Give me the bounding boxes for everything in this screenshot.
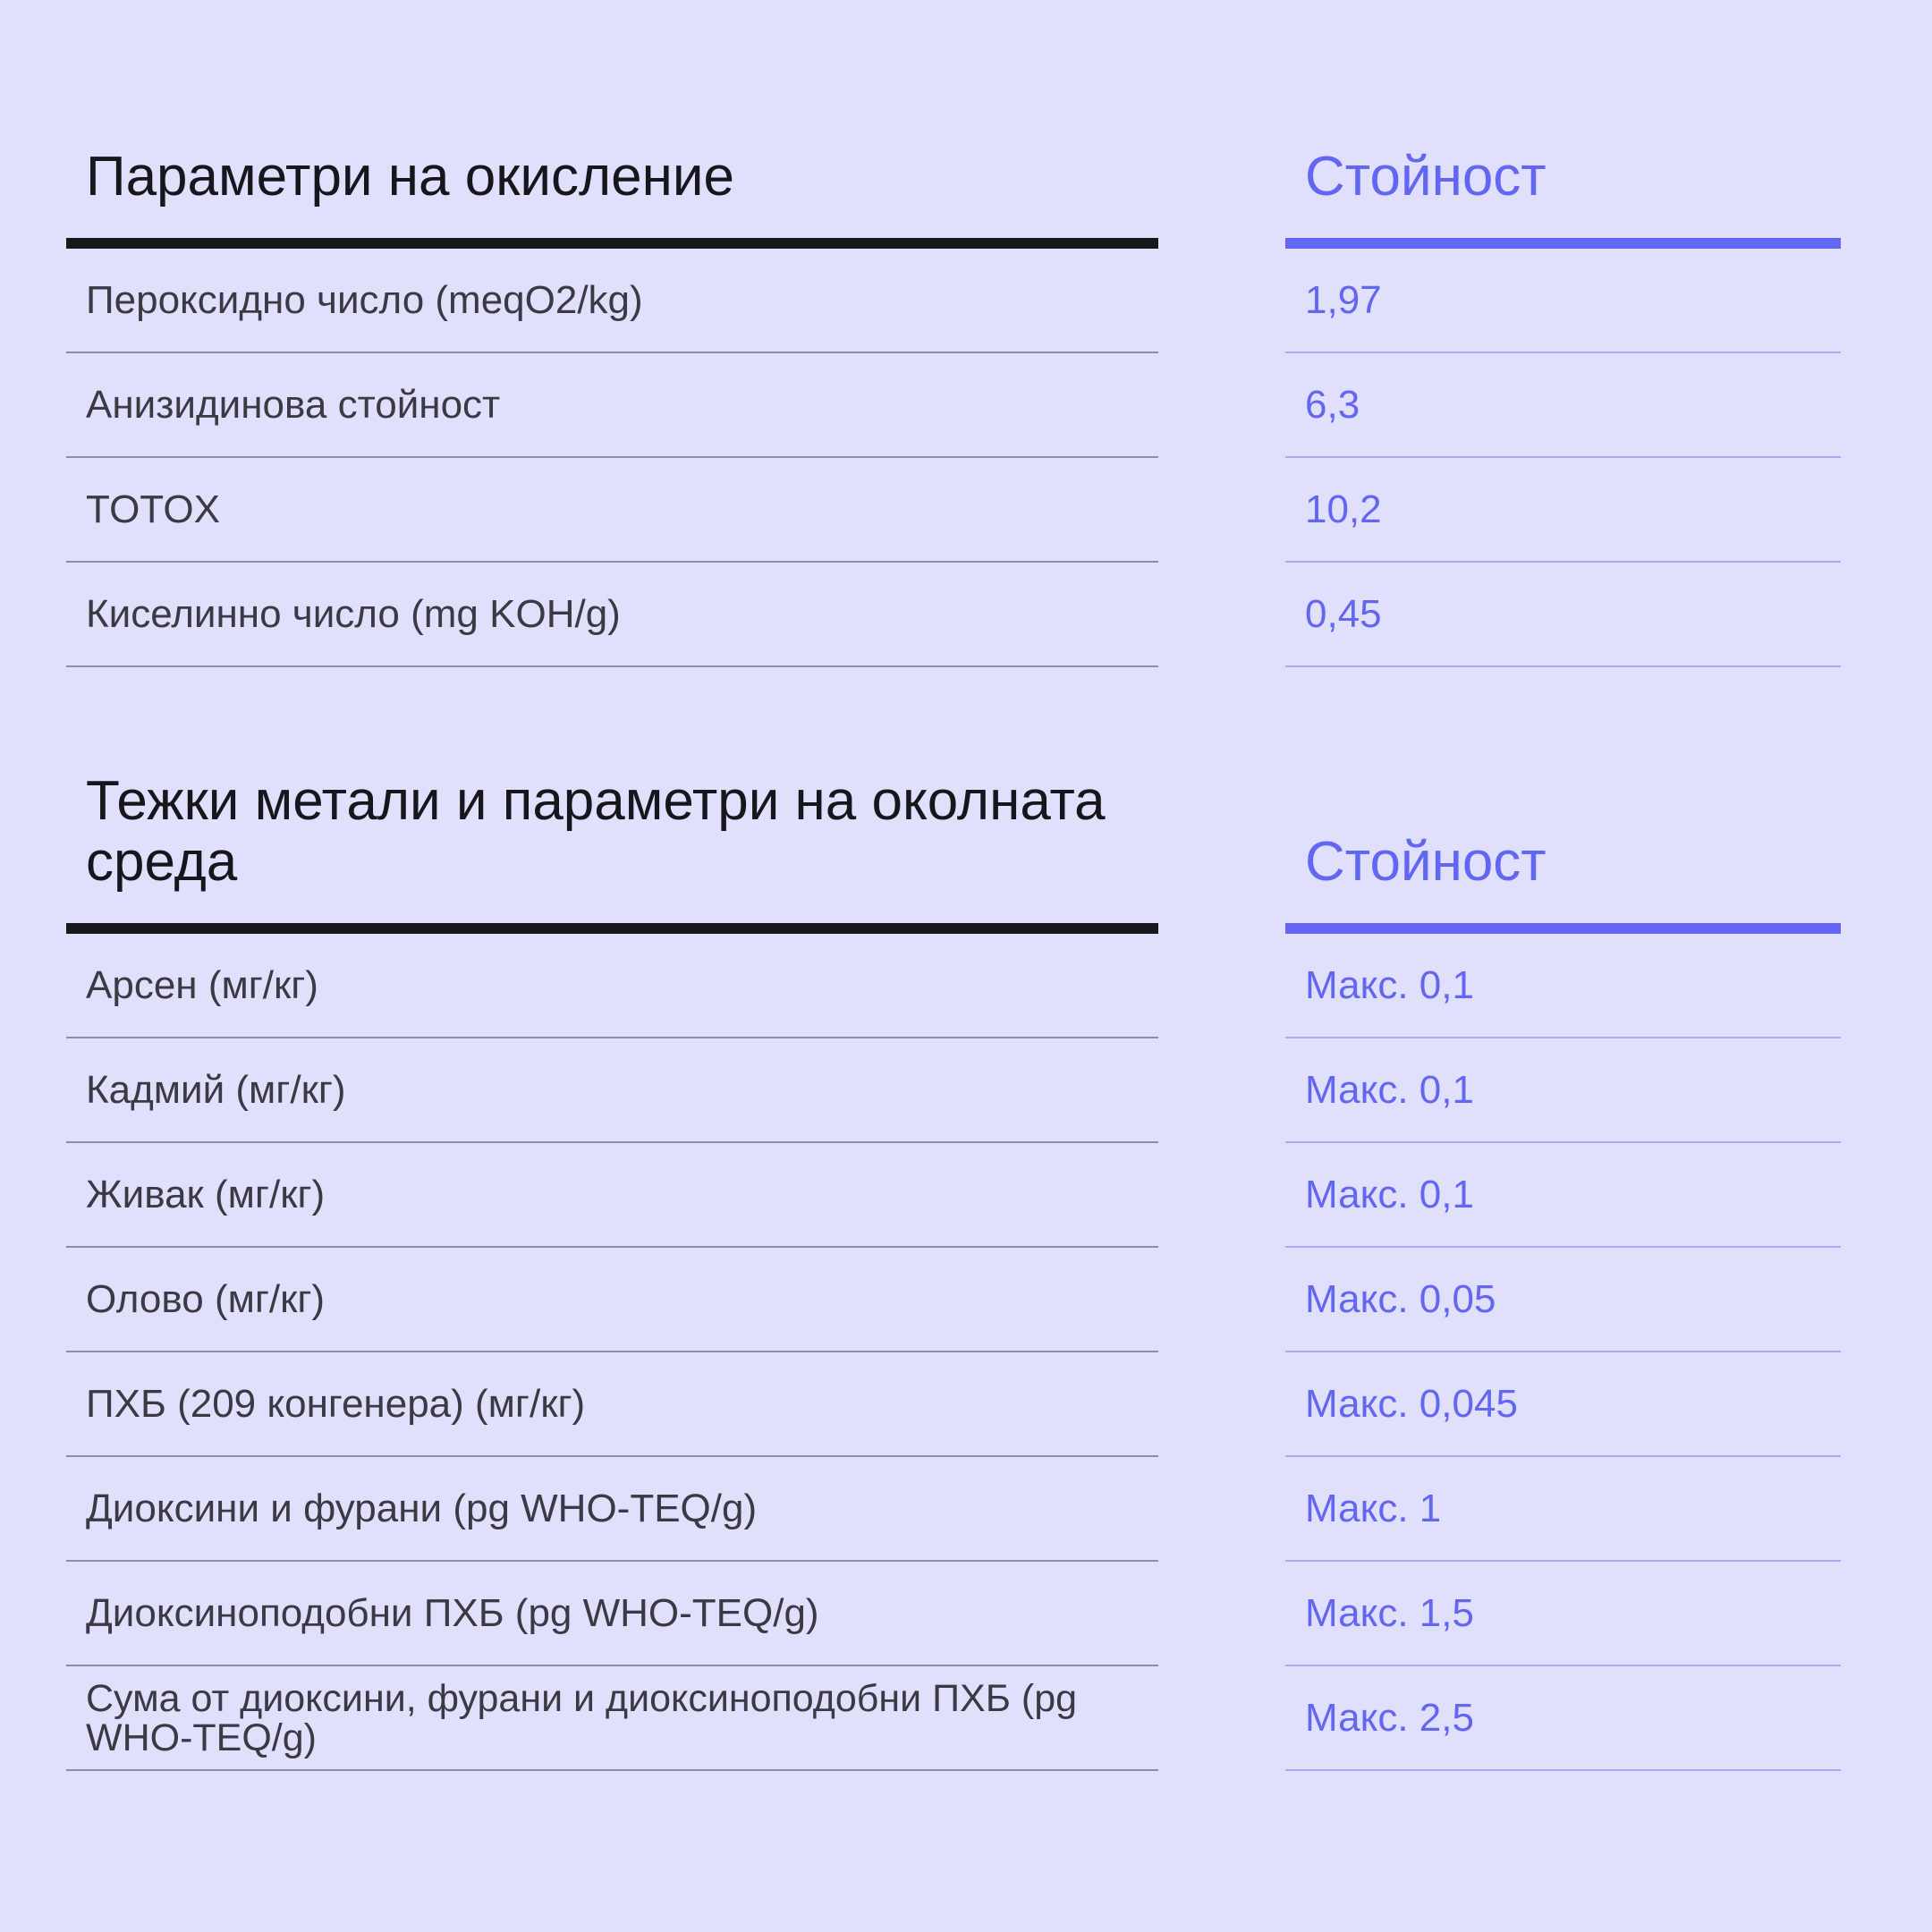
section-title-text: Тежки метали и параметри на околната среда xyxy=(86,770,1106,893)
parameter-value: Макс. 1 xyxy=(1305,1486,1442,1530)
parameter-label: Живак (мг/кг) xyxy=(86,1172,326,1216)
parameter-label: Кадмий (мг/кг) xyxy=(86,1067,346,1112)
value-header xyxy=(1285,131,1841,238)
value-header-text: Стойност xyxy=(1305,146,1546,208)
parameter-value: Макс. 0,045 xyxy=(1305,1381,1518,1426)
value-cell xyxy=(1285,1457,1841,1562)
parameter-value: Макс. 0,05 xyxy=(1305,1276,1496,1321)
parameter-label: TOTOX xyxy=(86,487,220,531)
header-divider xyxy=(1285,923,1841,934)
header-divider xyxy=(1285,238,1841,249)
section-title xyxy=(66,131,1158,238)
section-title-text: Параметри на окисление xyxy=(86,146,734,208)
value-column xyxy=(1285,816,1841,1771)
parameter-cell xyxy=(66,353,1158,458)
parameter-cell xyxy=(66,1457,1158,1562)
header-divider xyxy=(66,238,1158,249)
value-cell xyxy=(1285,353,1841,458)
parameter-label: Сума от диоксини, фурани и диоксиноподобни ПХБ (pg WHO-TEQ/g) xyxy=(86,1676,1078,1759)
value-header-text: Стойност xyxy=(1305,831,1546,893)
parameter-column xyxy=(66,131,1158,667)
parameter-label: ПХБ (209 конгенера) (мг/кг) xyxy=(86,1381,586,1426)
value-cell xyxy=(1285,249,1841,353)
parameter-value: 0,45 xyxy=(1305,591,1382,636)
parameter-cell xyxy=(66,1666,1158,1771)
parameter-label: Киселинно число (mg KOH/g) xyxy=(86,591,621,636)
parameter-cell xyxy=(66,1352,1158,1457)
parameter-label: Олово (мг/кг) xyxy=(86,1276,326,1321)
value-cell xyxy=(1285,1143,1841,1248)
parameter-value: Макс. 0,1 xyxy=(1305,1067,1474,1112)
parameter-value: 10,2 xyxy=(1305,487,1382,531)
parameter-cell xyxy=(66,563,1158,667)
parameter-cell xyxy=(66,1143,1158,1248)
parameter-cell xyxy=(66,458,1158,563)
value-cell xyxy=(1285,563,1841,667)
parameter-value: Макс. 0,1 xyxy=(1305,962,1474,1007)
parameter-value: Макс. 2,5 xyxy=(1305,1695,1474,1740)
value-cell xyxy=(1285,1562,1841,1666)
value-cell xyxy=(1285,458,1841,563)
value-column xyxy=(1285,131,1841,667)
parameter-label: Диоксини и фурани (pg WHO-TEQ/g) xyxy=(86,1486,758,1530)
parameter-cell xyxy=(66,934,1158,1038)
parameter-value: Макс. 1,5 xyxy=(1305,1590,1474,1635)
value-cell xyxy=(1285,1038,1841,1143)
parameter-label: Анизидинова стойност xyxy=(86,382,501,427)
parameter-column xyxy=(66,770,1158,1771)
section-title xyxy=(66,770,1158,923)
value-cell xyxy=(1285,934,1841,1038)
parameter-label: Пероксидно число (meqO2/kg) xyxy=(86,277,643,322)
value-cell xyxy=(1285,1666,1841,1771)
header-divider xyxy=(66,923,1158,934)
parameter-cell xyxy=(66,1038,1158,1143)
value-cell xyxy=(1285,1352,1841,1457)
value-header xyxy=(1285,816,1841,923)
parameter-value: 1,97 xyxy=(1305,277,1382,322)
parameter-value: Макс. 0,1 xyxy=(1305,1172,1474,1216)
parameter-label: Диоксиноподобни ПХБ (pg WHO-TEQ/g) xyxy=(86,1590,819,1635)
parameter-cell xyxy=(66,1248,1158,1352)
parameter-cell xyxy=(66,249,1158,353)
parameter-cell xyxy=(66,1562,1158,1666)
parameter-value: 6,3 xyxy=(1305,382,1360,427)
value-cell xyxy=(1285,1248,1841,1352)
parameter-label: Арсен (мг/кг) xyxy=(86,962,318,1007)
